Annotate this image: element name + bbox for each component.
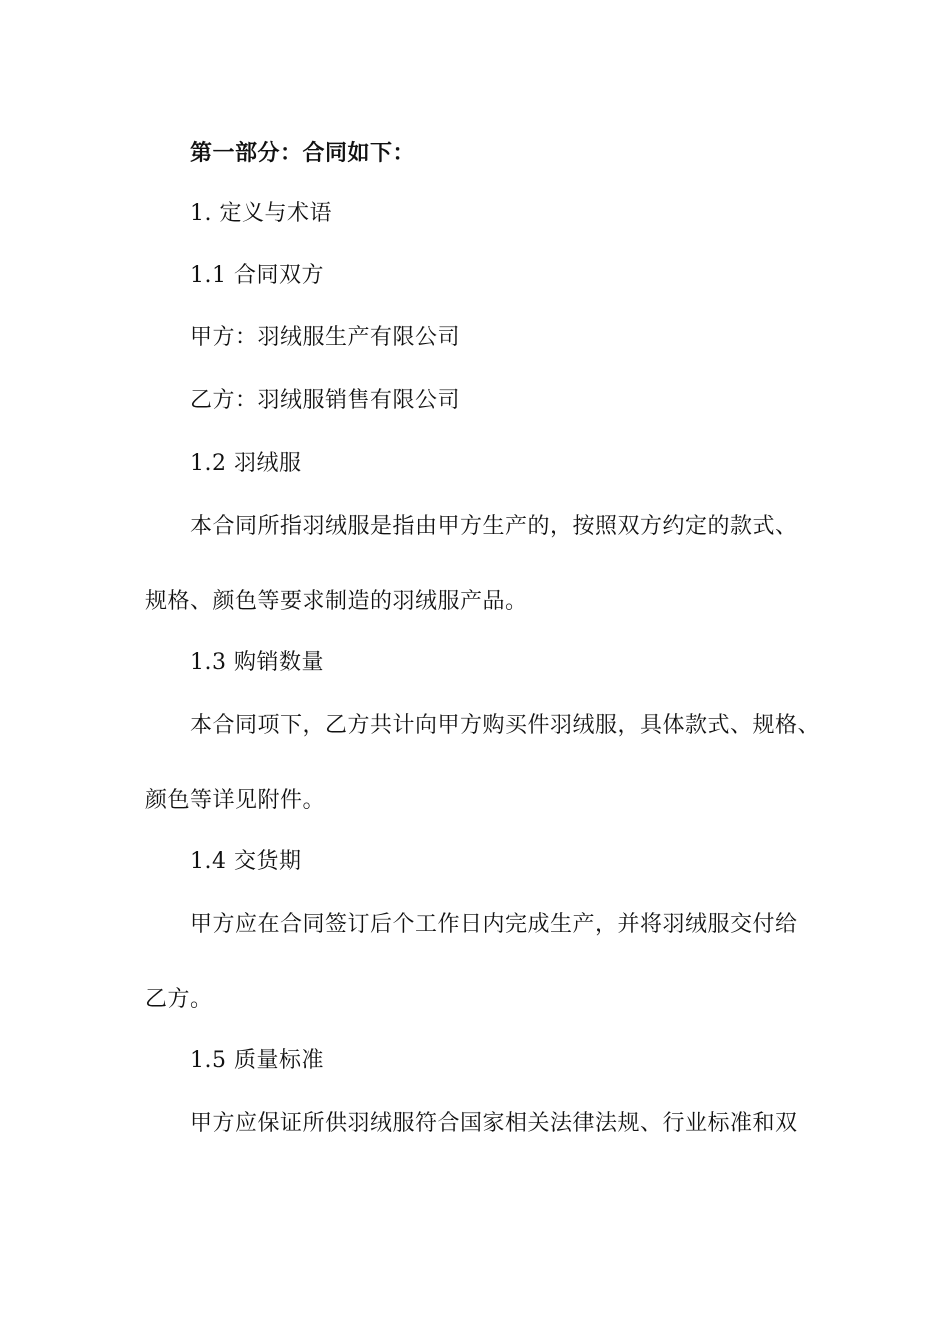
section-1-4-paragraph-line-1: 甲方应在合同签订后个工作日内完成生产，并将羽绒服交付给 — [190, 912, 798, 937]
section-1-2-title: 1.2 羽绒服 — [190, 451, 302, 476]
part-title: 第一部分：合同如下： — [190, 140, 416, 166]
section-1-2-paragraph-line-2: 规格、颜色等要求制造的羽绒服产品。 — [145, 589, 528, 614]
section-1-5-paragraph-line-1: 甲方应保证所供羽绒服符合国家相关法律法规、行业标准和双 — [190, 1111, 798, 1136]
section-1-4-paragraph-line-2: 乙方。 — [145, 987, 213, 1012]
section-1-3-paragraph-line-2: 颜色等详见附件。 — [145, 788, 326, 813]
section-1-1-title: 1.1 合同双方 — [190, 263, 324, 288]
section-1-2-paragraph-line-1: 本合同所指羽绒服是指由甲方生产的，按照双方约定的款式、 — [190, 514, 798, 539]
section-1-3-title: 1.3 购销数量 — [190, 650, 324, 675]
section-1-3-paragraph-line-1: 本合同项下，乙方共计向甲方购买件羽绒服，具体款式、规格、 — [190, 713, 821, 738]
section-1-title: 1. 定义与术语 — [190, 201, 332, 226]
party-b: 乙方：羽绒服销售有限公司 — [190, 388, 461, 413]
section-1-5-title: 1.5 质量标准 — [190, 1048, 324, 1073]
section-1-4-title: 1.4 交货期 — [190, 849, 302, 874]
party-a: 甲方：羽绒服生产有限公司 — [190, 325, 461, 350]
